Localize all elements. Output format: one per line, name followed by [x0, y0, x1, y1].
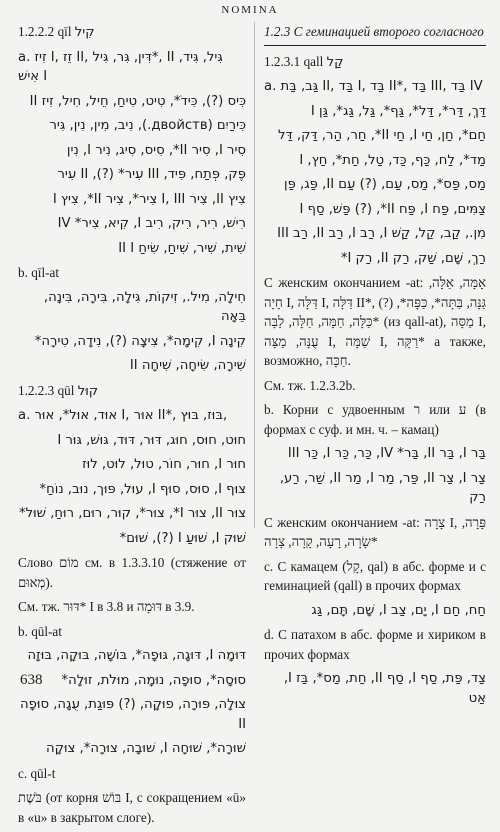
entry-line: שִׁירָה, שִׂיחָה, שִׁיחָה II [129, 358, 246, 373]
entry-line: חוּט, חוּס, חוּג, דּוּר, דּוּד, גּוּשׁ, גּוּר I [57, 432, 246, 448]
section-heading-1223 [18, 381, 246, 402]
entry-line: a. גַּב, בַּת II, בַּד I, בַּד II*, בַּד III, בַּד IV [264, 79, 483, 94]
entry-line: רִישׁ, רִיר, רִיק, רִיב I, קִיא, צִיר* IV [57, 216, 246, 231]
subsection-label-b2: b. qūl-at [18, 623, 62, 639]
left-column [18, 22, 246, 832]
entry-line: שׁוּרָה*, שׁוּחָה I, שׁוּבָה, צוּרָה*, צוּקָה [45, 741, 246, 756]
entry-line: צִיץ II, צִיר I, III צִיר*, צִיר II*, צִיץ I [52, 191, 246, 207]
entry-line: מַד*, לַח, כַּף, כַּד, טַל, חַת*, חַץ, I [299, 152, 486, 168]
entry-line: כִּיס (?), כִּידֹ*, טִיט, טִיחַ, חֵיל, חִיל, זִיז II [29, 93, 246, 109]
entry-line: חַם*, חַן, חַי I, חַי II*, חַר, הַר, דַּק, דַּל [277, 128, 486, 143]
entry-line: חוּר I, חוּר, חוֹר, טוּל, לוּט, לוּז [82, 457, 246, 472]
entry-line: רַךְ, שָׁם, שַׁק, רַק II, רַק I* [340, 250, 486, 266]
entry-line: מַס, פַּס*, מַס, עַם, (?) עַם II, פַּג, פַּן [284, 177, 486, 192]
entry-line: צַמִּים, פַּח I, פַּח II*, (?) פַּשׁ, סַף I [299, 201, 486, 217]
entry-line: קִינָה I, קִימָה*, צִיצָה (?), נִידָה, טִירָה* [34, 333, 246, 349]
entry-line: צוּר II, צוּר I*, צוּר*, קוּר, רוּם, רוּחַ, שׁוּל* [19, 506, 246, 521]
note-paragraph: Слово מוֹם см. в 1.3.3.10 (стяжение от מְאוּם). [18, 555, 246, 590]
column-divider [254, 22, 255, 528]
entry-line: סִיר I, סִיר II*, סִיס, סִיג, נִיר I, נִין [66, 142, 246, 158]
entry-line: צוּלָה, פּוּרָה, פוּקָה, (?) פּוּגַת, עֻגָה, סוּפָה II [20, 697, 246, 732]
entry-line: בַּר I, בַּר II, בַּר* IV, כַּר, כַּר I, כַּר III [287, 446, 486, 461]
subsection-label-b: b. Корни с удвоенным ר или ע (в формах с суф. и мн. ч. – камац) [264, 402, 486, 437]
section-heading-123: 1.2.3 С геминацией второго согласного [264, 22, 486, 46]
entry-line: מִן., קַב, קַל, קַשׁ I, רַב I, רַב II, רַב III [277, 226, 486, 241]
entry-line: צַד, פַּת, סַף I, סַף II, חַת, מַס*, בַּז I, אַט [283, 671, 486, 706]
entry-line: דַּךְ, דַּר*, דַּל*, גַּף*, גַּל, גַּג*, גַּן I [310, 103, 486, 119]
entry-list-b2 [18, 646, 246, 759]
subsection-label-c: c. С камацем (קָל, qal) в абс. форме и с геминацией (qall) в прочих формах [264, 558, 486, 593]
right-column [264, 22, 486, 713]
entry-list-a2 [18, 406, 246, 548]
entry-list-b [264, 444, 486, 508]
section-hebrew: קוּל [77, 383, 99, 399]
note-paragraph: См. тж. דּוּר* I в 3.8 и דּוּמָה в 3.9. [18, 599, 195, 614]
section-number: 1.2.2.3 qūl [18, 382, 75, 398]
subsection-label-b: b. qīl-at [18, 265, 60, 280]
entry-line: שׁוּק I, שׁוּעַ I (?), שׁוּם* [119, 530, 246, 546]
section-number: 1.2.2.2 qīl [18, 24, 72, 39]
entry-line: צַר I, צַר II, פַּר, מַר I, מַר II, שַׁר, רַע, רַק [279, 470, 486, 505]
see-also: См. тж. 1.2.3.2b. [264, 377, 356, 393]
subsection-label-d: d. С патахом в абс. форме и хириком в прочих формах [264, 627, 486, 662]
entry-line: שִׁית, שִׁיר, שִׁיחַ, שִׂיחַ II I [118, 240, 246, 256]
entry-line: a. אוּד, אוּל*, אוּר I, אוּר II*, בּוּז, בּוּץ, [18, 408, 228, 423]
section-hebrew: קַל [326, 54, 344, 70]
entry-line: כִּירַיִם (двойств.), נִיב, מִין, נִין, גִּיר [49, 118, 246, 133]
entry-list-b [18, 288, 246, 376]
entry-line: חִילָה, מִיל., זִיקוֹת, גִּילָה, בִּירָה, בִּינָה, בֵּאָה [43, 289, 246, 324]
entry-line: חַח, חַם I, יָם, צַב I, שָׁם, תָּם, גַּג [311, 602, 486, 618]
entry-list-a [264, 77, 486, 268]
feminine-paragraph: С женским окончанием -at: אָמָּה, אַלָּה, חָיָה I, דַּלָּה I, דַּלָּה II*, גַּנָּה, בַּתָּה*, כַּפָּה*, (?) כַּלָּה, חַמָּה, חַלָּה, לַבָּה* (из qall-at), מַסָּה I, עֻנָּה, מַצָּה I, שַׁמָּה I, רַקָּה* а также, возможно, חַכָּה. [264, 275, 487, 368]
section-heading-1222 [18, 22, 246, 43]
entry-line: a. זִיז I, זֵז II, דִּין, גִּר, גִּיל*, II גִּיל, גִּיד, אִישׁ I [18, 49, 223, 84]
entry-line: דּוּמָה I, דּוּגָה, גּוּפָה*, בּוֹשָׁה, בּוּקָה, בּוּזָה [27, 648, 246, 663]
c-paragraph: בֹּשֶׁת (от корня בּוֹשׁ I, с сокращением «ū» в «u» в закрытом слоге). [18, 790, 246, 825]
entry-line: צוּף I, סוּס, סוּף I, עוּל, פּוּך, נוּב, נוֹחַ* [39, 481, 246, 497]
section-heading-1231 [264, 52, 486, 73]
entry-line: סוּסָה*, סוּפָה, נוּמָה, מוּלֹת, זוּלָה* [61, 672, 246, 688]
page-number: 638 [20, 672, 43, 688]
subsection-label-c: c. qūl-t [18, 765, 56, 781]
section-number: 1.2.3.1 qall [264, 53, 324, 69]
entry-line: פֶּק, פְּתַח, פִּיד, III עִיר* (?), II עִיר [57, 167, 246, 182]
running-header: NOMINA [221, 4, 279, 16]
entry-list-a [18, 48, 246, 259]
feminine-paragraph-2: С женским окончанием -at: צָרָה I, פָּרָה, שָׂרָה, רָעָה, קָרָה, צָרָה* [264, 514, 486, 549]
section-hebrew: קִיל [74, 25, 95, 40]
